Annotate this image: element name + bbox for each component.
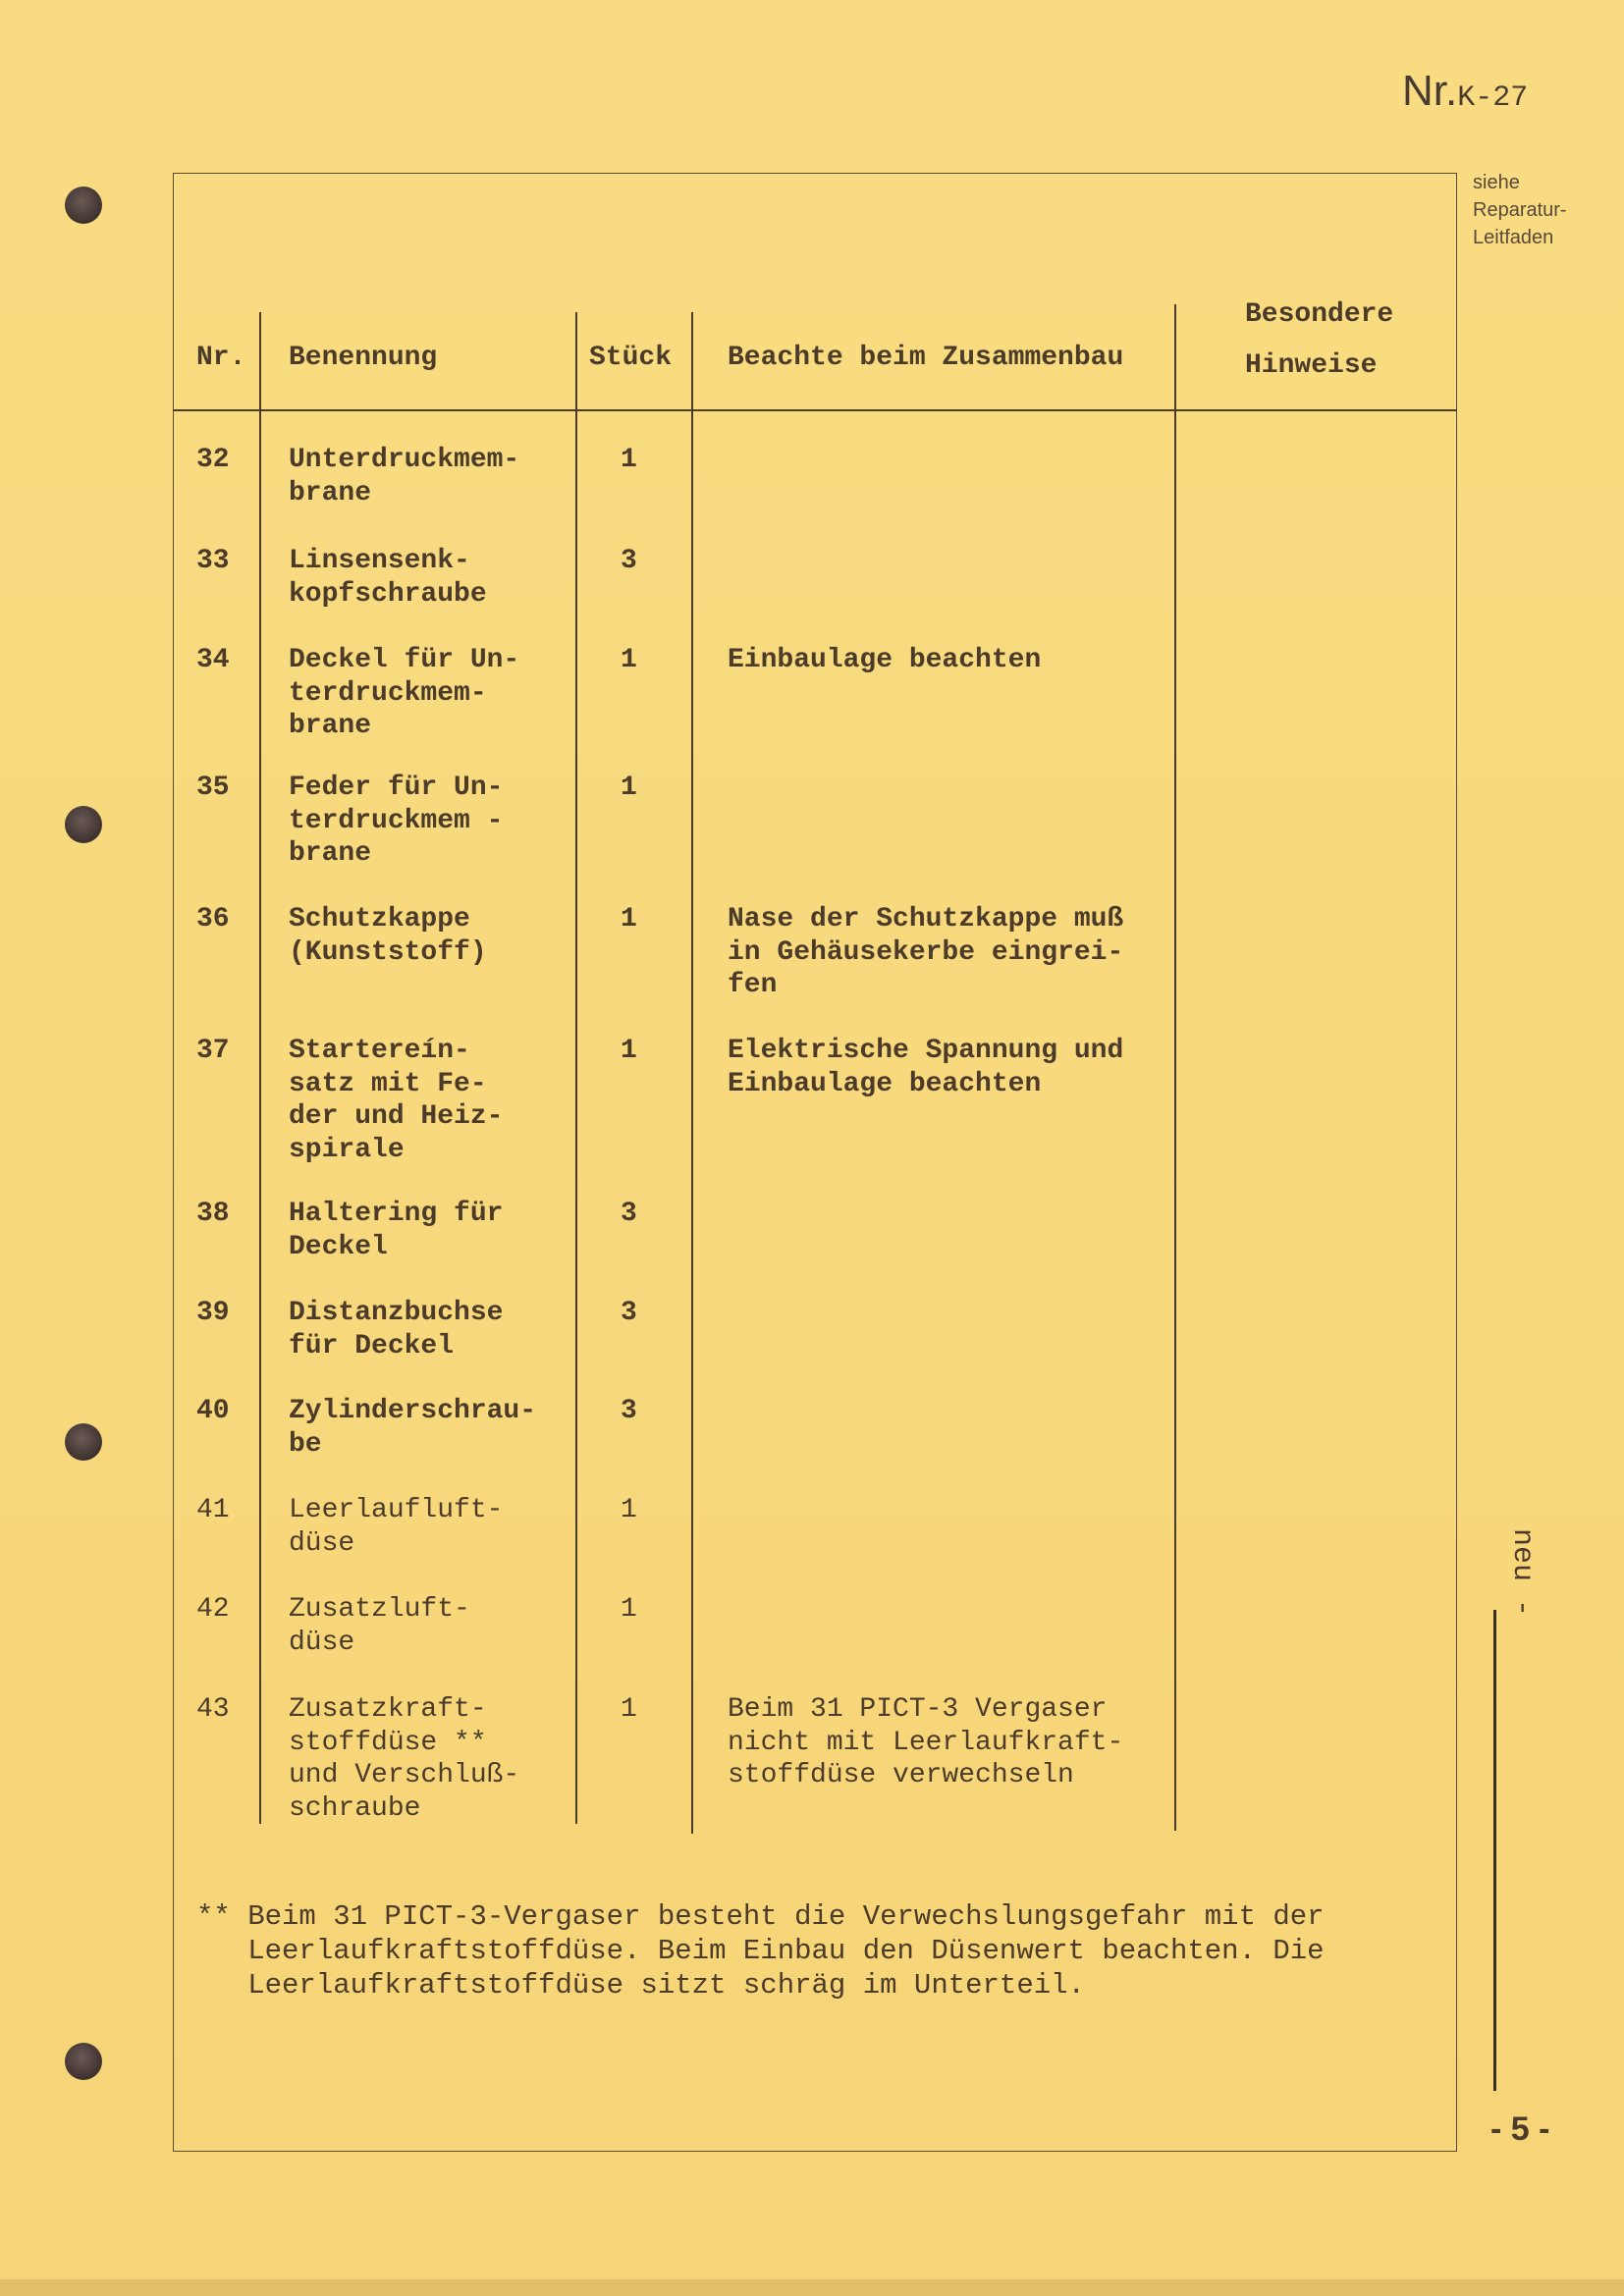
row-number: 37: [196, 1036, 230, 1066]
row-number: 42: [196, 1594, 230, 1625]
row-number: 35: [196, 773, 230, 803]
part-name: Zusatzkraft- stoffdüse ** und Verschluß- schraube: [289, 1694, 520, 1824]
quantity: 1: [621, 773, 637, 803]
quantity: 1: [621, 1594, 637, 1625]
quantity: 1: [621, 904, 637, 934]
doc-number-value: K-27: [1457, 81, 1529, 115]
side-note-line: siehe: [1473, 172, 1520, 193]
page-number: - 5 -: [1490, 2110, 1550, 2148]
assembly-note: Beim 31 PICT-3 Vergaser nicht mit Leerlaufkraft- stoffdüse verwechseln: [728, 1694, 1124, 1790]
part-name: Linsensenk- kopfschraube: [289, 546, 487, 610]
row-number: 38: [196, 1199, 230, 1229]
row-number: 40: [196, 1396, 230, 1426]
part-name: Feder für Un- terdruckmem - brane: [289, 773, 504, 869]
header-besondere: Besondere: [1245, 299, 1394, 330]
row-number: 43: [196, 1694, 230, 1725]
quantity: 1: [621, 445, 637, 475]
side-note-line: Reparatur-: [1473, 199, 1567, 221]
status-mark: neu -: [1505, 1527, 1540, 1618]
header-nr: Nr.: [196, 343, 246, 373]
footnote: ** Beim 31 PICT-3-Vergaser besteht die Verwechslungsgefahr mit der Leerlaufkraftstoffdüse. Beim Einbau den Düsenwert beachten. Die Leerlaufkraftstoffdüse sitzt schräg im Unterteil.: [196, 1900, 1325, 2002]
quantity: 1: [621, 645, 637, 675]
column-divider: [1174, 304, 1176, 1831]
header-stueck: Stück: [589, 343, 673, 373]
punch-hole: [65, 806, 102, 843]
part-name: Distanzbuchse für Deckel: [289, 1298, 504, 1362]
quantity: 3: [621, 1199, 637, 1229]
column-divider: [691, 312, 693, 1834]
row-number: 41: [196, 1495, 230, 1525]
quantity: 1: [621, 1694, 637, 1725]
part-name: Startereín- satz mit Fe- der und Heiz- spirale: [289, 1036, 504, 1165]
column-divider: [575, 312, 577, 1824]
doc-label: Nr.: [1402, 67, 1458, 115]
header-benennung: Benennung: [289, 343, 438, 373]
part-name: Deckel für Un- terdruckmem- brane: [289, 645, 520, 741]
part-name: Zylinderschrau- be: [289, 1396, 537, 1460]
part-name: Leerlaufluft- düse: [289, 1495, 504, 1559]
header-divider: [173, 409, 1457, 411]
part-name: Schutzkappe (Kunststoff): [289, 904, 487, 968]
quantity: 1: [621, 1495, 637, 1525]
punch-hole: [65, 187, 102, 224]
quantity: 1: [621, 1036, 637, 1066]
quantity: 3: [621, 1298, 637, 1328]
part-name: Haltering für Deckel: [289, 1199, 504, 1262]
punch-hole: [65, 2043, 102, 2080]
part-name: Zusatzluft- düse: [289, 1594, 470, 1658]
row-number: 34: [196, 645, 230, 675]
row-number: 33: [196, 546, 230, 576]
document-number: [1402, 67, 1528, 116]
row-number: 32: [196, 445, 230, 475]
quantity: 3: [621, 546, 637, 576]
assembly-note: Einbaulage beachten: [728, 645, 1042, 675]
column-divider: [259, 312, 261, 1824]
side-note-line: Leitfaden: [1473, 227, 1554, 248]
row-number: 39: [196, 1298, 230, 1328]
punch-hole: [65, 1423, 102, 1461]
header-beachte: Beachte beim Zusammenbau: [728, 343, 1124, 373]
side-note: [1473, 169, 1567, 251]
row-number: 36: [196, 904, 230, 934]
quantity: 3: [621, 1396, 637, 1426]
page-edge: [0, 2279, 1624, 2296]
part-name: Unterdruckmem- brane: [289, 445, 520, 508]
header-hinweise: Hinweise: [1245, 350, 1378, 381]
assembly-note: Nase der Schutzkappe muß in Gehäusekerbe eingrei- fen: [728, 904, 1124, 1000]
change-bar: [1493, 1610, 1496, 2091]
assembly-note: Elektrische Spannung und Einbaulage beachten: [728, 1036, 1124, 1099]
